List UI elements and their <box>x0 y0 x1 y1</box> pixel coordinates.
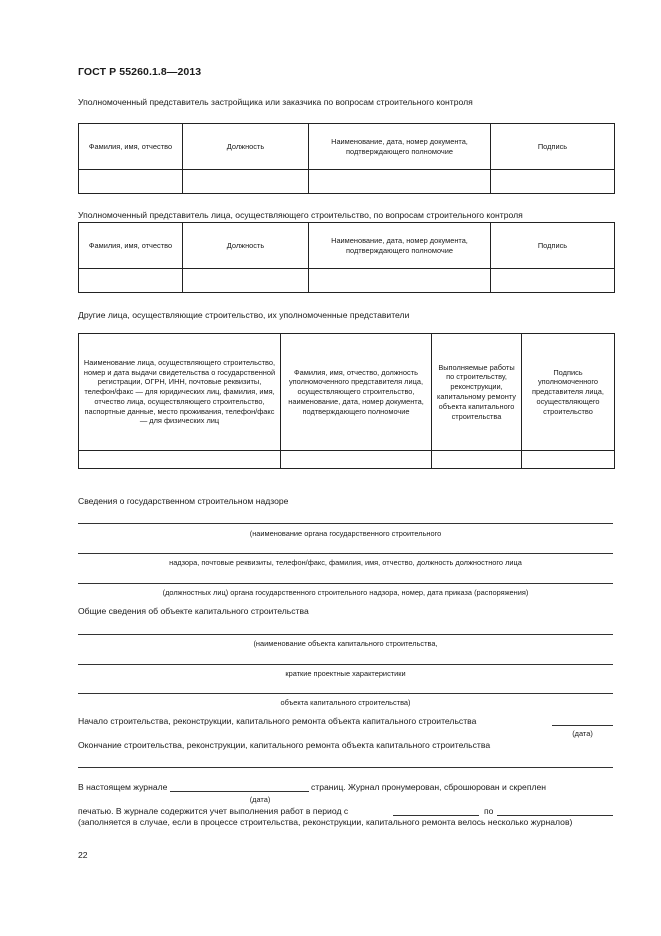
section1-caption: Уполномоченный представитель застройщика или заказчика по вопросам строительного контроля <box>78 97 473 107</box>
table-cell[interactable] <box>491 170 615 194</box>
start-date-hint: (дата) <box>572 729 593 738</box>
column-header-name: Фамилия, имя, отчество <box>79 124 183 170</box>
column-header-signature: Подпись уполномоченного представителя лица, осуществляющего строительство <box>522 334 615 451</box>
section2-caption: Уполномоченный представитель лица, осуществляющего строительство, по вопросам строительного контроля <box>78 210 523 220</box>
supervision-hint-1: (наименование органа государственного строительного <box>249 529 442 538</box>
table-header-row <box>79 223 615 269</box>
supervision-hint-3: (должностных лиц) органа государственного строительного надзора, номер, дата приказа (распоряжения) <box>162 588 529 597</box>
contractor-representative-table <box>78 222 615 293</box>
section3-caption: Другие лица, осуществляющие строительство, их уполномоченные представители <box>78 310 410 320</box>
journal-period-to-label: по <box>484 806 494 816</box>
column-header-position: Должность <box>183 124 309 170</box>
column-header-contractor-details: Наименование лица, осуществляющего строительство, номер и дата выдачи свидетельства о государственной регистрации, ОГРН, ИНН, почтовые реквизиты, телефон/факс — для юридических лиц, фамилия, имя, отчество лица, осуществляющего строительство, паспортные данные, место проживания, телефон/факс — для физических лиц <box>79 334 281 451</box>
table-row <box>79 451 615 469</box>
table-cell[interactable] <box>79 451 281 469</box>
supervision-hint-2: надзора, почтовые реквизиты, телефон/факс, фамилия, имя, отчество, должность должностного лица <box>169 558 522 567</box>
column-header-position: Должность <box>183 223 309 269</box>
table-cell[interactable] <box>79 170 183 194</box>
object-hint-2: краткие проектные характеристики <box>285 669 406 678</box>
journal-pages-field[interactable] <box>170 791 309 792</box>
journal-note: (заполняется в случае, если в процессе строительства, реконструкции, капитального ремонта велось несколько журналов) <box>78 817 573 827</box>
column-header-works: Выполняемые работы по строительству, реконструкции, капитальному ремонту объекта капитального строительства <box>432 334 522 451</box>
object-title: Общие сведения об объекте капитального строительства <box>78 606 309 616</box>
page-number: 22 <box>78 850 88 860</box>
journal-period-prefix: печатью. В журнале содержится учет выполнения работ в период с <box>78 806 349 816</box>
object-field-2[interactable] <box>78 664 613 665</box>
table-row <box>79 269 615 293</box>
table-cell[interactable] <box>309 269 491 293</box>
object-hint-1: (наименование объекта капитального строительства, <box>253 639 438 648</box>
supervision-field-1[interactable] <box>78 523 613 524</box>
table-cell[interactable] <box>183 170 309 194</box>
construction-end-date-field[interactable] <box>78 767 613 768</box>
construction-start-date-field[interactable] <box>552 725 613 726</box>
table-row <box>79 170 615 194</box>
journal-pages-suffix: страниц. Журнал пронумерован, сброшюрован и скреплен <box>311 782 547 792</box>
supervision-field-3[interactable] <box>78 583 613 584</box>
table-cell[interactable] <box>491 269 615 293</box>
table-cell[interactable] <box>79 269 183 293</box>
object-field-3[interactable] <box>78 693 613 694</box>
object-hint-3: объекта капитального строительства) <box>280 698 411 707</box>
construction-start-label: Начало строительства, реконструкции, капитального ремонта объекта капитального строительства <box>78 716 477 726</box>
supervision-field-2[interactable] <box>78 553 613 554</box>
object-field-1[interactable] <box>78 634 613 635</box>
column-header-signature: Подпись <box>491 124 615 170</box>
table-cell[interactable] <box>309 170 491 194</box>
table-cell[interactable] <box>183 269 309 293</box>
table-header-row <box>79 124 615 170</box>
column-header-name: Фамилия, имя, отчество <box>79 223 183 269</box>
supervision-title: Сведения о государственном строительном надзоре <box>78 496 289 506</box>
table-header-row <box>79 334 615 451</box>
construction-end-label: Окончание строительства, реконструкции, капитального ремонта объекта капитального строительства <box>78 740 491 750</box>
developer-representative-table <box>78 123 615 194</box>
column-header-document: Наименование, дата, номер документа, подтверждающего полномочие <box>309 124 491 170</box>
column-header-document: Наименование, дата, номер документа, подтверждающего полномочие <box>309 223 491 269</box>
column-header-representative-details: Фамилия, имя, отчество, должность уполномоченного представителя лица, осуществляющего строительство, наименование, дата, номер документа, подтверждающего полномочие <box>281 334 432 451</box>
table-cell[interactable] <box>281 451 432 469</box>
standard-header: ГОСТ Р 55260.1.8—2013 <box>78 66 202 78</box>
journal-period-to-field[interactable] <box>497 815 613 816</box>
journal-date-hint: (дата) <box>249 795 271 804</box>
table-cell[interactable] <box>522 451 615 469</box>
column-header-signature: Подпись <box>491 223 615 269</box>
other-contractors-table <box>78 333 615 469</box>
journal-pages-prefix: В настоящем журнале <box>78 782 168 792</box>
journal-period-from-field[interactable] <box>393 815 479 816</box>
table-cell[interactable] <box>432 451 522 469</box>
